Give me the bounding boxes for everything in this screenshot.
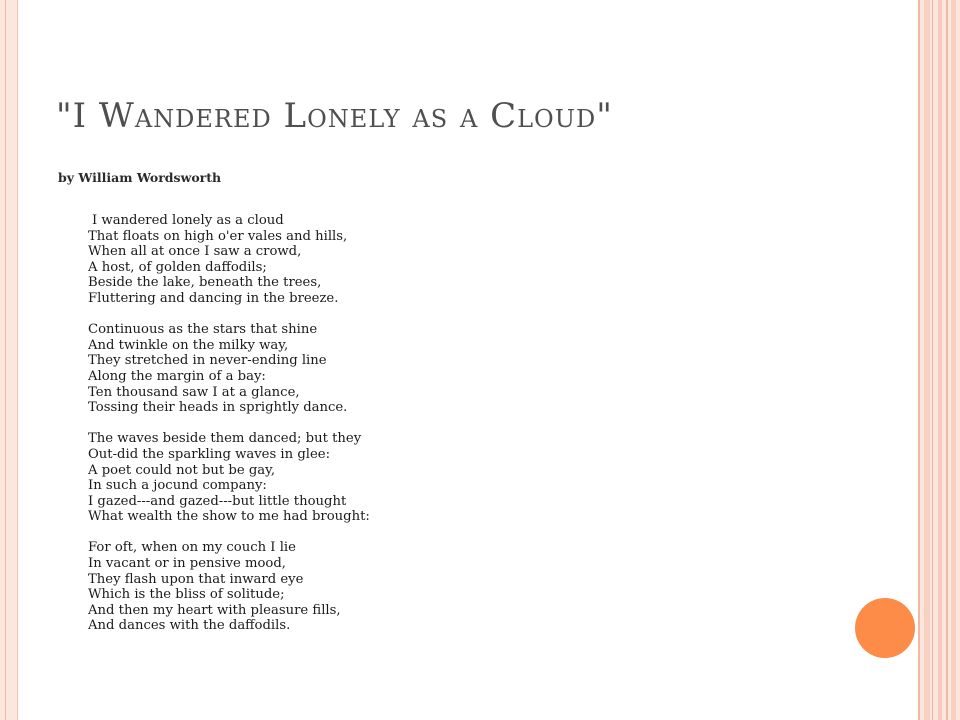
stanza-3	[88, 431, 648, 525]
right-stripe	[946, 0, 948, 720]
poem-line: Tossing their heads in sprightly dance.	[88, 400, 348, 416]
left-frame-line	[5, 0, 6, 720]
poem-line: Beside the lake, beneath the trees,	[88, 275, 322, 291]
stanza-4	[88, 540, 648, 634]
poem-line: A poet could not but be gay,	[88, 462, 276, 478]
poem-line: In vacant or in pensive mood,	[88, 556, 286, 572]
poem-line: They stretched in never-ending line	[88, 353, 327, 369]
poem-line: The waves beside them danced; but they	[88, 431, 362, 447]
author-byline: by William Wordsworth	[58, 170, 222, 185]
right-stripe	[924, 0, 930, 720]
poem-line: Out-did the sparkling waves in glee:	[88, 446, 331, 462]
stanza-gap	[88, 416, 648, 432]
poem-line: Fluttering and dancing in the breeze.	[88, 290, 339, 306]
poem-line: And twinkle on the milky way,	[88, 337, 289, 353]
poem-line: And then my heart with pleasure fills,	[88, 602, 341, 618]
stanza-1	[88, 213, 648, 307]
stanza-gap	[88, 525, 648, 541]
poem-line: Continuous as the stars that shine	[88, 322, 318, 338]
right-stripe	[918, 0, 920, 720]
poem-body	[88, 213, 648, 634]
orange-circle-decoration	[855, 598, 915, 658]
left-frame-border	[0, 0, 18, 720]
poem-line: When all at once I saw a crowd,	[88, 244, 302, 260]
poem-line: Along the margin of a bay:	[88, 368, 266, 384]
right-stripe	[951, 0, 956, 720]
stanza-2	[88, 322, 648, 416]
poem-line: What wealth the show to me had brought:	[88, 509, 370, 525]
right-stripe	[938, 0, 942, 720]
poem-line: Which is the bliss of solitude;	[88, 587, 285, 603]
poem-line: And dances with the daffodils.	[88, 618, 291, 634]
stanza-gap	[88, 307, 648, 323]
poem-line: They flash upon that inward eye	[88, 571, 304, 587]
poem-line: I wandered lonely as a cloud	[92, 213, 284, 228]
poem-line: In such a jocund company:	[88, 478, 267, 494]
poem-line: A host, of golden daffodils;	[88, 259, 267, 275]
poem-line: That floats on high o'er vales and hills,	[88, 228, 348, 244]
slide-title: "I Wandered Lonely as a Cloud"	[56, 96, 613, 136]
poem-line: Ten thousand saw I at a glance,	[88, 384, 300, 400]
poem-line: For oft, when on my couch I lie	[88, 540, 296, 556]
right-stripe	[932, 0, 933, 720]
poem-line: I gazed---and gazed---but little thought	[88, 493, 347, 509]
